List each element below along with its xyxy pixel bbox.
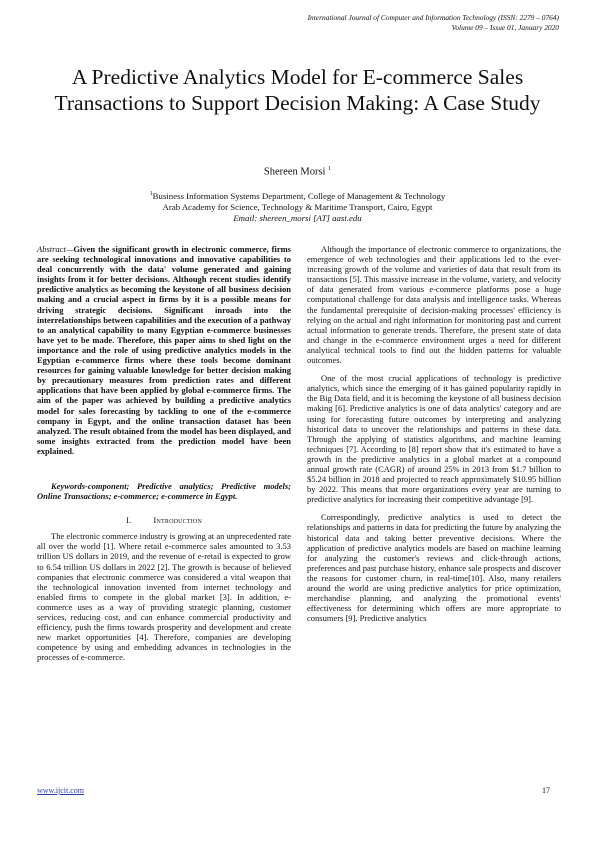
affiliation-marker: 1 [149, 191, 153, 197]
abstract-text: Given the significant growth in electronic commerce, firms are seeking technological innovations and innovative capabilities to deal concurrently with the data' volume generated and gaining insights from it for better decisions. Although recent studies identify predictive analytics as becoming the keystone of all business decision making and a crucial aspect in firms by it is a possible means for driving strategic decisions. Significant inroads into the interrelationships between capabilities and the execution of a pathway to an analytical capability to many Egyptian e-commerce businesses have yet to be made. Therefore, this paper aims to shed light on the importance and the role of using predictive analytics models in the Egyptian e-commerce firms where these tools become dominant resources for gaining valuable knowledge for better decision making by precautionary measures from prediction rates and different applications that have been applied by global e-commerce firms. The aim of the paper was achieved by building a predictive analytics model for sales forecasting by tackling to one of the e-commerce company in Egypt, and the online transaction dataset has been analyzed. The result obtained from the model has been displayed, and some insights extracted from the prediction model have been explained. [37, 244, 291, 456]
body-paragraph: The electronic commerce industry is growing at an unprecedented rate all over the world [1]. Where retail e-commerce sales amounted to 3.53 trillion US dollars in 2019, and the revenue of e-retail is expected to grow to 6.54 trillion US dollars in 2022 [2]. The growth is because of believed companies that electronic commerce was considered a vital weapon that the technological innovation invented from internet technology and enabled firms to compete in the global market [3]. In addition, e-commerce uses as a way of providing strategic planning, customer services, reducing cost, and can enhance commercial productivity and efficiency, push the firms towards prosperity and development and create new market opportunities [4]. Therefore, companies are developing competence by using and embedding advances in technologies in the processes of e-commerce. [37, 531, 291, 663]
keywords: Keywords-component; Predictive analytics; Predictive models; Online Transactions; e-commerce; e-commerce in Egypt. [37, 480, 291, 502]
abstract-label: Abstract— [37, 244, 74, 254]
section-number: I. [125, 515, 132, 526]
author-line [0, 166, 595, 178]
section-heading-introduction [37, 515, 291, 525]
body-paragraph: Although the importance of electronic commerce to organizations, the emergence of web technologies and their applications led to the ever-increasing growth of the volume and varieties of data that result from its transactions [5]. This massive increase in the volume, variety, and velocity of data generated from various e-commerce platforms pose a huge computational challenge for data analysis and intelligence tasks. Whereas the fundamental prerequisite of decision-making processes' efficiency is relying on the actual and right information for monitoring past and current actual information to generate trends. Therefore, the present state of data and change in the e-commerce environment urges a need for different analytical technical tools to find out the hidden patterns for valuable outcomes. [307, 244, 561, 366]
left-column [37, 244, 291, 662]
author-name: Shereen Morsi [263, 166, 326, 178]
journal-header [308, 13, 559, 32]
right-column [307, 244, 561, 623]
journal-name: International Journal of Computer and Information Technology (ISSN: 2279 – 0764) [307, 13, 559, 22]
author-affiliation-marker: 1 [328, 166, 332, 172]
journal-issue: Volume 09 – Issue 01, January 2020 [451, 22, 559, 32]
section-title: Introduction [153, 515, 202, 526]
body-paragraph: Correspondingly, predictive analytics is used to detect the relationships and patterns in data for predicting the future by analyzing the historical data and taking better preventive decisions. Where the application of predictive analytics models are based on machine learning for analyzing the customer's reviews and click-through actions, preferences and past purchase history, enhance sale prospects and discover the reasons for customer churn, in real-time[10]. Also, many retailers around the world are using predictive analytics for price optimization, merchandise planning, and analyzing the promotional events' effectiveness for determining which offers are more appropriate to consumers [9]. Predictive analytics [307, 512, 561, 624]
abstract [37, 244, 291, 456]
affiliation-institution: Arab Academy for Science, Technology & Maritime Transport, Cairo, Egypt [162, 201, 433, 212]
body-paragraph: One of the most crucial applications of technology is predictive analytics, which since the emerging of it has gained popularity rapidly in the Big Data field, and it is becoming the keystone of all business decision making [6]. Predictive analytics is one of data analytics' category and are using for forecasting future outcomes by interpreting and analyzing historical data to uncover the relationships and patterns in these data. Through the applying of statistics algorithms, and machine learning techniques [7]. According to [8] report show that it's estimated to have a growth in the predictive analytics in a global market at a compound annual growth rate (CAGR) of around 25% in 2013 from $1.7 billion to $5.24 billion in 2018 and projected to reach approximately $10.95 billion by 2022. This means that more organizations every year are turning to predictive analytics for increasing their competitive advantage [9]. [307, 373, 561, 505]
affiliation-department: $^1$Business Information Systems Department, College of Management & Technology [149, 190, 446, 201]
journal-website-link[interactable]: www.ijcit.com [37, 786, 85, 795]
affiliation-block [0, 189, 595, 224]
page-number: 17 [542, 786, 550, 795]
author-email: Email: shereen_morsi [AT] aast.edu [233, 212, 362, 223]
paper-title: A Predictive Analytics Model for E-commerce Sales Transactions to Support Decision Making: A Case Study [54, 65, 541, 115]
